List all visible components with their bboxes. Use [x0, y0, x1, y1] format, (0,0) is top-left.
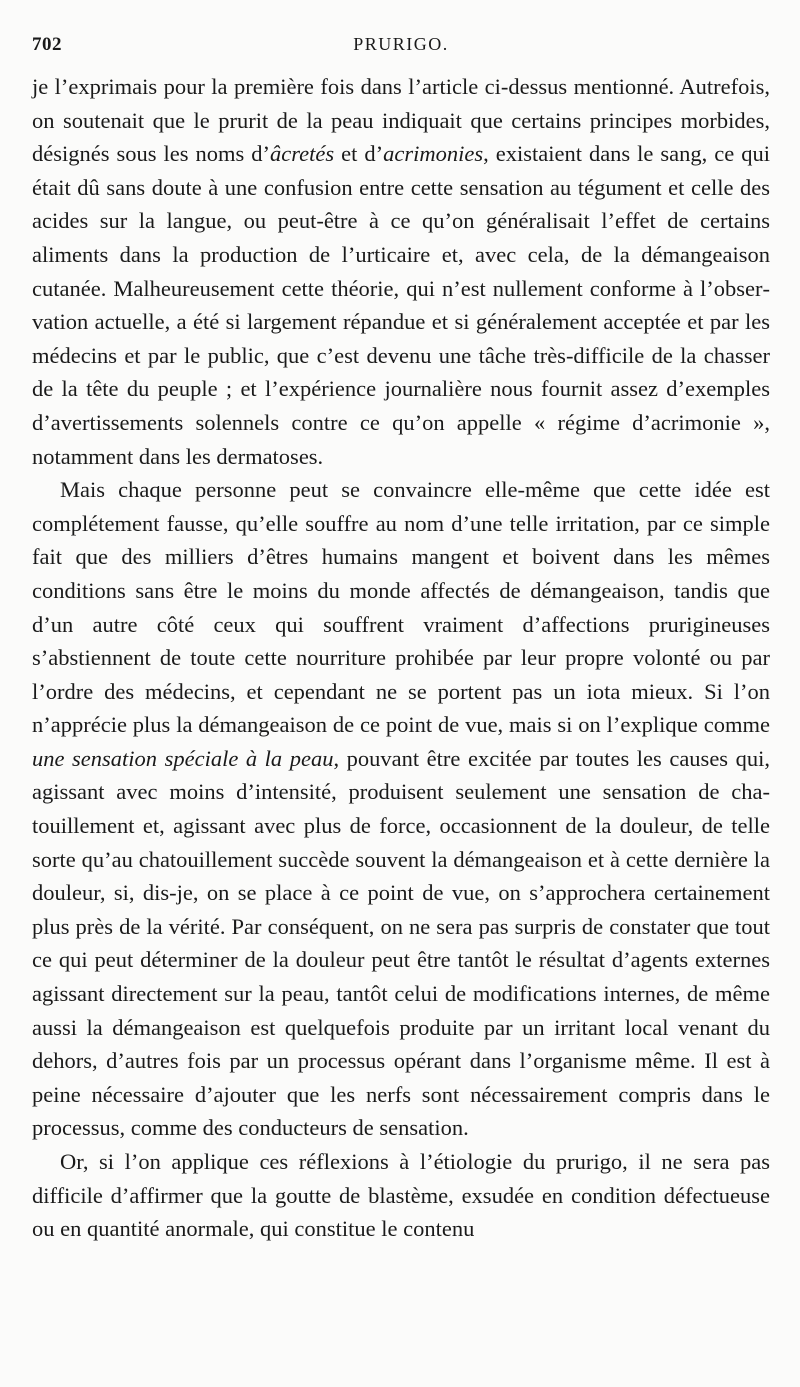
- paragraph-text: je l’exprimais pour la première fois dans l’article ci-dessus mentionné. Autrefois, on soutenait que le prurit de la peau indiquait que certains principes morbides, désignés sous les noms d’: [32, 74, 770, 167]
- paragraph-text: et d’: [334, 141, 384, 167]
- paragraph-text: , existaient dans le sang, ce qui était dû sans doute à une confusion entre cette sensation au tégument et celle des acides sur la langue, ou peut-être à ce qu’on généralisait l’effet de certains aliments dans la production de l’urticaire et, avec cela, de la démangeaison cutanée. Malheureusement cette théorie, qui n’est nullement conforme à l’observation actuelle, a été si largement répandue et si généralement acceptée et par les médecins et par le public, que c’est devenu une tâche très-difficile de la chasser de la tête du peuple ; et l’expérience journalière nous fournit assez d’exemples d’avertissements solennels contre ce qu’on appelle « régime d’acrimonie », notamment dans les dermatoses.: [32, 141, 771, 469]
- paragraph-2: [32, 473, 770, 1145]
- italic-term: âcretés: [269, 141, 335, 167]
- paragraph-text: Mais chaque personne peut se convaincre elle-même que cette idée est complétement fausse, qu’elle souffre au nom d’une telle irritation, par ce simple fait que des milliers d’êtres humains mangent et boivent dans les mêmes conditions sans être le moins du monde affectés de démangeaison, tandis que d’un autre côté ceux qui souffrent vraiment d’affections prurigineuses s’abstiennent de toute cette nourriture prohibée par leur propre volonté ou par l’ordre des médecins, et cependant ne se portent pas un iota mieux. Si l’on n’apprécie plus la démangeaison de ce point de vue, mais si on l’explique comme: [32, 477, 770, 738]
- running-head: [32, 34, 770, 60]
- body-text: [32, 70, 770, 1246]
- paragraph-text: Or, si l’on applique ces réflexions à l’étiologie du prurigo, il ne sera pas difficile d’affirmer que la goutte de blastème, exsudée en condition défectueuse ou en quantité anormale, qui constitue le contenu: [32, 1149, 770, 1242]
- paragraph-1: [32, 70, 770, 473]
- italic-term: acrimonies: [383, 141, 484, 167]
- paragraph-text: , pouvant être excitée par toutes les causes qui, agissant avec moins d’intensité, produisent seulement une sensation de chatouillement et, agissant avec plus de force, occasionnent de la douleur, de telle sorte qu’au chatouillement succède souvent la démangeaison et à cette dernière la douleur, si, dis-je, on se place à ce point de vue, on s’approchera certainement plus près de la vérité. Par conséquent, on ne sera pas surpris de constater que tout ce qui peut déterminer de la douleur peut être tantôt le résultat d’agents externes agissant directement sur la peau, tantôt celui de modifications internes, de même aussi la démangeaison est quelquefois produite par un irritant local venant du dehors, d’autres fois par un processus opérant dans l’organisme même. Il est à peine nécessaire d’ajouter que les nerfs sont nécessairement compris dans le processus, comme des conducteurs de sensation.: [32, 745, 770, 1141]
- italic-phrase: une sensation spéciale à la peau: [32, 745, 334, 771]
- page-number: 702: [32, 34, 62, 55]
- paragraph-3: [32, 1145, 770, 1246]
- running-title: PRURIGO.: [353, 34, 449, 54]
